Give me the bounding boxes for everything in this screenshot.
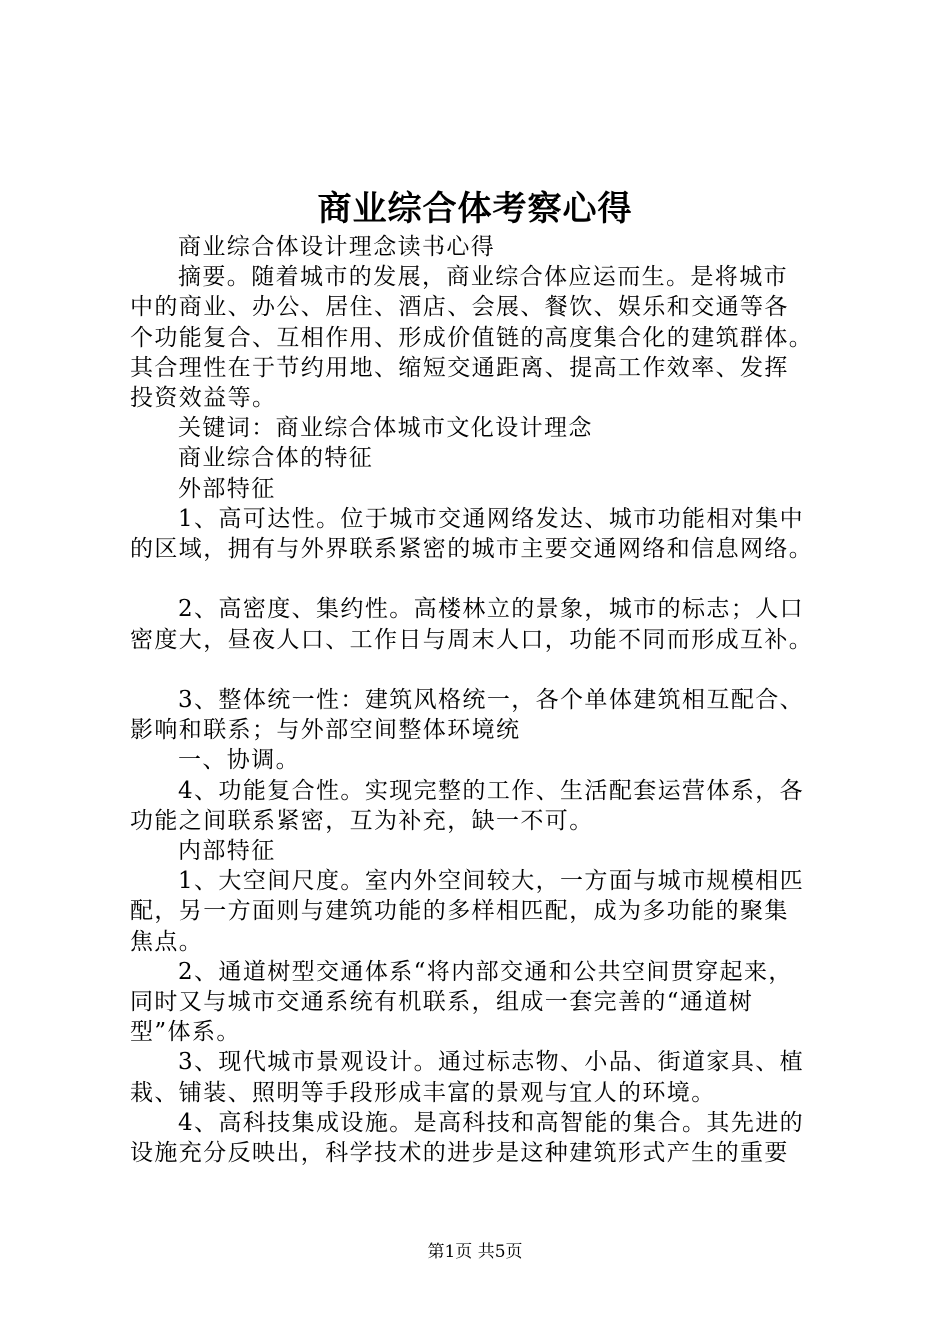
paragraph-line: 密度大，昼夜人口、工作日与周末人口，功能不同而形成互补。	[130, 626, 814, 653]
paragraph-line: 的区域，拥有与外界联系紧密的城市主要交通网络和信息网络。	[130, 536, 814, 563]
paragraph-line: 2、通道树型交通体系“将内部交通和公共空间贯穿起来，	[178, 958, 793, 985]
paragraph-line: 3、现代城市景观设计。通过标志物、小品、街道家具、植	[178, 1049, 805, 1076]
paragraph-line: 1、大空间尺度。室内外空间较大，一方面与城市规模相匹	[178, 868, 805, 895]
abstract-line: 摘要。随着城市的发展，商业综合体应运而生。是将城市	[178, 264, 788, 291]
paragraph-line: 4、高科技集成设施。是高科技和高智能的集合。其先进的	[178, 1109, 805, 1136]
paragraph-line: 4、功能复合性。实现完整的工作、生活配套运营体系，各	[178, 777, 805, 804]
paragraph-gap	[130, 564, 850, 594]
keywords-line: 关键词：商业综合体城市文化设计理念	[178, 415, 593, 442]
paragraph-line: 1、高可达性。位于城市交通网络发达、城市功能相对集中	[178, 505, 805, 532]
subtitle-line: 商业综合体设计理念读书心得	[178, 234, 496, 260]
paragraph-line: 型”体系。	[130, 1019, 241, 1046]
paragraph-line: 功能之间联系紧密，互为补充，缺一不可。	[130, 807, 594, 834]
abstract-line: 个功能复合、互相作用、形成价值链的高度集合化的建筑群体。	[130, 324, 814, 351]
paragraph-line: 同时又与城市交通系统有机联系，组成一套完善的“通道树	[130, 989, 754, 1016]
abstract-line: 中的商业、办公、居住、酒店、会展、餐饮、娱乐和交通等各	[130, 294, 789, 321]
paragraph-line: 一、协调。	[178, 747, 300, 774]
paragraph-gap	[130, 655, 850, 685]
paragraph-line: 设施充分反映出，科学技术的进步是这种建筑形式产生的重要	[130, 1140, 789, 1167]
document-title: 商业综合体考察心得	[317, 189, 633, 229]
paragraph-line: 栽、铺装、照明等手段形成丰富的景观与宜人的环境。	[130, 1079, 716, 1106]
abstract-line: 其合理性在于节约用地、缩短交通距离、提高工作效率、发挥	[130, 354, 789, 381]
paragraph-line: 影响和联系；与外部空间整体环境统	[130, 717, 521, 744]
section-heading: 外部特征	[178, 475, 276, 502]
section-heading: 商业综合体的特征	[178, 445, 374, 472]
section-heading: 内部特征	[178, 838, 276, 865]
page-footer: 第1页 共5页	[427, 1242, 523, 1262]
paragraph-line: 焦点。	[130, 928, 204, 955]
abstract-line: 投资效益等。	[130, 385, 277, 412]
document-body	[130, 232, 850, 1168]
paragraph-line: 配，另一方面则与建筑功能的多样相匹配，成为多功能的聚集	[130, 898, 789, 925]
paragraph-line: 2、高密度、集约性。高楼林立的景象，城市的标志；人口	[178, 596, 805, 623]
paragraph-line: 3、整体统一性：建筑风格统一，各个单体建筑相互配合、	[178, 687, 805, 714]
